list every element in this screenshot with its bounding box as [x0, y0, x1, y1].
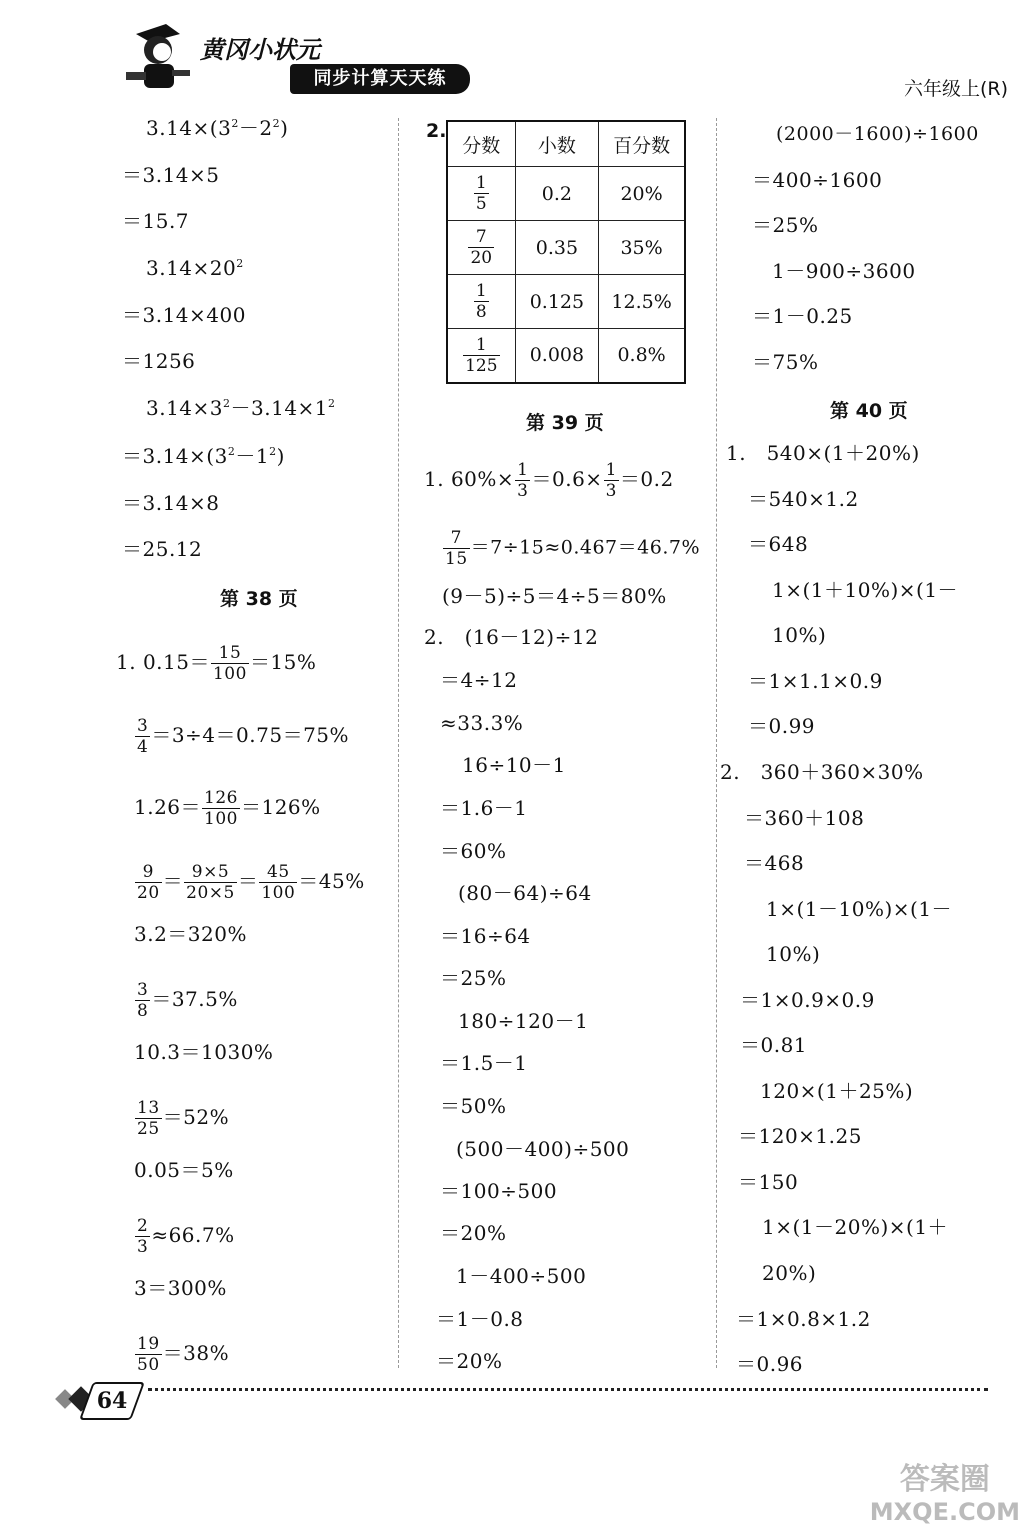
table-row: $\frac{1}{5}$ 0.2 20% — [447, 167, 685, 221]
eq-line: 2. 360＋360×30% — [720, 760, 924, 784]
eq-line: ＝1256 — [122, 349, 196, 373]
eq-line: 3＝300% — [134, 1276, 227, 1300]
page-number-badge — [79, 1382, 145, 1420]
table-header: 百分数 — [599, 121, 685, 167]
eq-line: $\frac{2}{3}$ ≈66.7% — [137, 1216, 235, 1257]
eq-line: 120×(1＋25%) — [760, 1079, 914, 1103]
eq-line: ＝3.14×5 — [122, 163, 220, 187]
eq-line: (80－64)÷64 — [458, 881, 592, 905]
eq-line: ＝1.6－1 — [440, 796, 528, 820]
eq-line: 1－900÷3600 — [772, 259, 916, 283]
eq-line: $\frac{13}{25}$ ＝52% — [137, 1098, 230, 1139]
eq-line: ＝75% — [752, 350, 819, 374]
eq-line: ＝20% — [436, 1349, 503, 1373]
eq-line: 2. (16－12)÷12 — [424, 625, 599, 649]
eq-line: ＝16÷64 — [440, 924, 531, 948]
table-header-row — [447, 121, 685, 167]
watermark: 答案圈 MXQE.COM — [869, 1462, 1020, 1526]
eq-line: $\frac{7}{15}$ ＝7÷15≈0.467＝46.7% — [445, 528, 700, 569]
table-header: 分数 — [447, 121, 515, 167]
section-heading-page-40: 第 40 页 — [830, 400, 908, 422]
series-title: 同步计算天天练 — [290, 64, 470, 94]
table-header: 小数 — [515, 121, 599, 167]
eq-line: 1. 60%× $\frac{1}{3}$ ＝0.6× $\frac{1}{3}$ ＝0.2 — [424, 460, 674, 501]
eq-line: ＝360＋108 — [744, 806, 865, 830]
eq-line: 180÷120－1 — [458, 1009, 589, 1033]
eq-line: ＝100÷500 — [440, 1179, 558, 1203]
eq-line: 20%) — [762, 1261, 817, 1285]
eq-line: ＝25% — [440, 966, 507, 990]
grade-label: 六年级上(R) — [903, 78, 1008, 100]
eq-line: ＝4÷12 — [440, 668, 518, 692]
eq-line: ＝150 — [738, 1170, 799, 1194]
eq-line: $3.14\times(3^2-2^2)$ — [146, 116, 289, 140]
eq-line: ＝0.81 — [740, 1033, 808, 1057]
column-divider — [716, 118, 717, 1368]
eq-line: 1×(1－10%)×(1－ — [766, 897, 953, 921]
fraction-decimal-percent-table — [446, 120, 686, 384]
eq-line: ＝1－0.25 — [752, 304, 853, 328]
section-heading-page-39: 第 39 页 — [526, 412, 604, 434]
eq-line: (2000－1600)÷1600 — [776, 123, 979, 145]
eq-line: 1－400÷500 — [456, 1264, 587, 1288]
eq-line: 1×(1－20%)×(1＋ — [762, 1215, 949, 1239]
eq-line: $3.14\times 3^2-3.14\times 1^2$ — [146, 396, 336, 420]
eq-line: $=3.14\times(3^2-1^2)$ — [122, 444, 285, 468]
eq-line: $3.14\times 20^2$ — [146, 256, 244, 280]
eq-line: ＝3.14×8 — [122, 491, 220, 515]
table-row: $\frac{1}{125}$ 0.008 0.8% — [447, 329, 685, 383]
eq-line: ＝468 — [744, 851, 805, 875]
eq-line: ＝1.5－1 — [440, 1051, 528, 1075]
eq-line: 1×(1＋10%)×(1－ — [772, 578, 959, 602]
eq-line: $\frac{9}{20}$ ＝ $\frac{9\times 5}{20\times 5}$ ＝ $\frac{45}{100}$ ＝45% — [137, 862, 365, 903]
eq-line: 10%) — [766, 942, 821, 966]
eq-line: ＝3.14×400 — [122, 303, 246, 327]
column-divider — [398, 118, 399, 1368]
eq-line: ＝648 — [748, 532, 809, 556]
eq-line: ＝120×1.25 — [738, 1124, 862, 1148]
eq-line: 1. 0.15＝ $\frac{15}{100}$ ＝15% — [116, 643, 317, 684]
table-row: $\frac{1}{8}$ 0.125 12.5% — [447, 275, 685, 329]
brand-title: 黄冈小状元 — [200, 36, 320, 64]
eq-line: ＝1×0.8×1.2 — [736, 1307, 871, 1331]
eq-line: ＝20% — [440, 1221, 507, 1245]
eq-line: ＝0.96 — [736, 1352, 804, 1376]
footer-dotted-rule — [148, 1388, 988, 1391]
eq-line: $\frac{3}{4}$ ＝3÷4＝0.75＝75% — [137, 716, 350, 757]
table-row: $\frac{7}{20}$ 0.35 35% — [447, 221, 685, 275]
eq-line: ＝50% — [440, 1094, 507, 1118]
eq-line: ＝0.99 — [748, 714, 816, 738]
eq-line: (9－5)÷5＝4÷5＝80% — [442, 584, 667, 608]
eq-line: ＝400÷1600 — [752, 168, 883, 192]
mascot-logo-icon — [118, 20, 198, 96]
eq-line: ＝60% — [440, 839, 507, 863]
eq-line: $\frac{19}{50}$ ＝38% — [137, 1334, 230, 1375]
eq-line: ＝1－0.8 — [436, 1307, 524, 1331]
question-number: 2. — [426, 120, 447, 142]
eq-line: ＝540×1.2 — [748, 487, 859, 511]
eq-line: ≈33.3% — [440, 711, 524, 735]
eq-line: 10.3＝1030% — [134, 1040, 274, 1064]
eq-line: $\frac{3}{8}$ ＝37.5% — [137, 980, 238, 1021]
page-number: 64 — [96, 1388, 128, 1414]
eq-line: 10%) — [772, 623, 827, 647]
eq-line: (500－400)÷500 — [456, 1137, 630, 1161]
eq-line: 16÷10－1 — [462, 753, 566, 777]
eq-line: ＝1×0.9×0.9 — [740, 988, 875, 1012]
eq-line: 1.26＝ $\frac{126}{100}$ ＝126% — [134, 788, 321, 829]
eq-line: ＝25.12 — [122, 537, 203, 561]
eq-line: ＝1×1.1×0.9 — [748, 669, 883, 693]
eq-line: 1. 540×(1＋20%) — [726, 441, 920, 465]
eq-line: ＝25% — [752, 213, 819, 237]
eq-line: 3.2＝320% — [134, 922, 247, 946]
eq-line: ＝15.7 — [122, 209, 190, 233]
eq-line: 0.05＝5% — [134, 1158, 234, 1182]
section-heading-page-38: 第 38 页 — [220, 588, 298, 610]
